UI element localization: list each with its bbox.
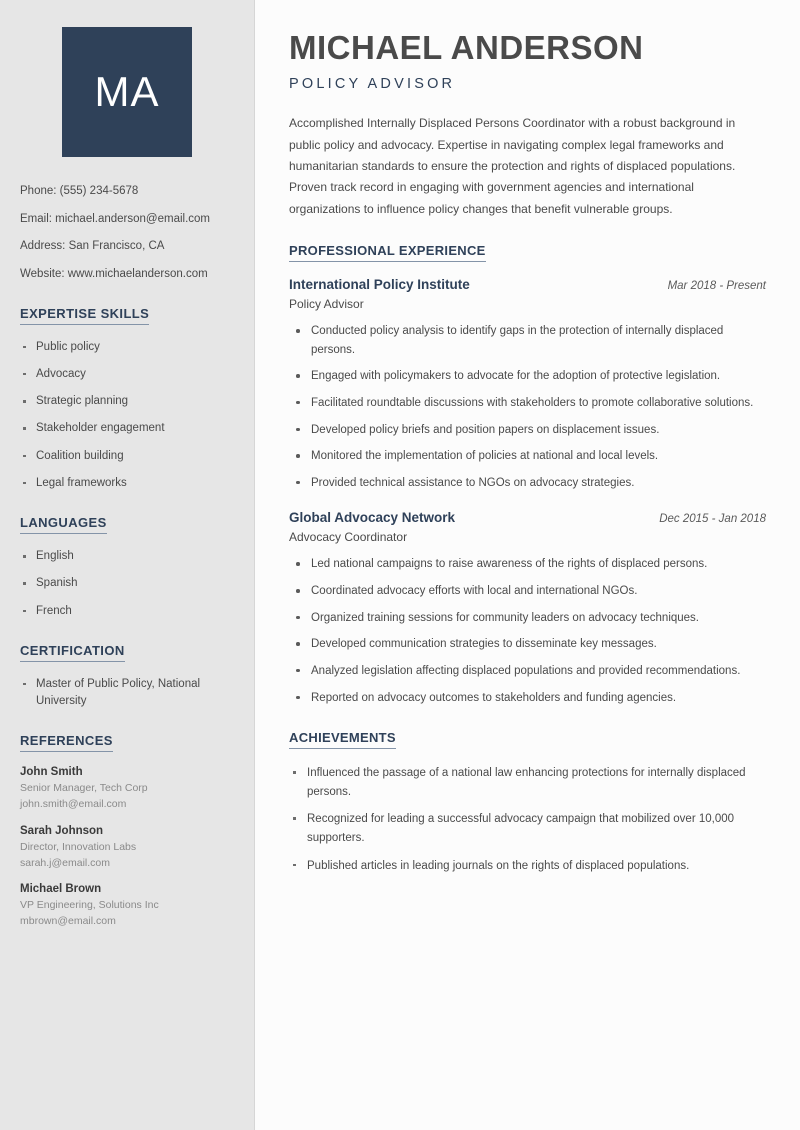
list-item: Strategic planning <box>20 393 234 410</box>
expertise-skills-list <box>20 339 234 493</box>
employment-dates: Dec 2015 - Jan 2018 <box>659 513 766 526</box>
reference-role: Director, Innovation Labs <box>20 840 137 853</box>
experience-entry-header <box>289 510 766 525</box>
contact-address: Address: San Francisco, CA <box>20 240 165 253</box>
achievements-list <box>289 764 766 875</box>
references-heading: REFERENCES <box>20 733 113 752</box>
certification-heading: CERTIFICATION <box>20 643 125 662</box>
avatar-initials: MA <box>94 68 160 115</box>
professional-experience-heading: PROFESSIONAL EXPERIENCE <box>289 243 486 262</box>
section-references <box>20 732 234 928</box>
reference-item <box>20 766 234 811</box>
contact-email: Email: michael.anderson@email.com <box>20 212 210 225</box>
list-item: Master of Public Policy, National University <box>20 676 234 711</box>
list-item: Provided technical assistance to NGOs on advocacy strategies. <box>289 474 766 493</box>
responsibility-list <box>289 555 766 707</box>
reference-name: John Smith <box>20 766 83 779</box>
list-item: Spanish <box>20 575 234 592</box>
list-item: Conducted policy analysis to identify gaps in the protection of internally displaced persons. <box>289 322 766 359</box>
reference-email: sarah.j@email.com <box>20 856 111 869</box>
list-item: Coordinated advocacy efforts with local and international NGOs. <box>289 582 766 601</box>
experience-entry <box>289 277 766 492</box>
languages-heading: LANGUAGES <box>20 515 107 534</box>
list-item: English <box>20 548 234 565</box>
section-achievements <box>289 729 766 875</box>
list-item: Developed policy briefs and position papers on displacement issues. <box>289 421 766 440</box>
reference-role: VP Engineering, Solutions Inc <box>20 899 159 912</box>
professional-title: POLICY ADVISOR <box>289 76 456 93</box>
avatar <box>62 27 192 157</box>
company-name: Global Advocacy Network <box>289 510 456 526</box>
reference-item <box>20 883 234 928</box>
section-professional-experience <box>289 242 766 707</box>
list-item: Developed communication strategies to disseminate key messages. <box>289 635 766 654</box>
list-item: Facilitated roundtable discussions with stakeholders to promote collaborative solutions. <box>289 394 766 413</box>
professional-summary: Accomplished Internally Displaced Persons Coordinator with a robust background in public policy and advocacy. Expertise in navigating complex legal frameworks and humanitarian standards to ensure the protection and rights of displaced populations. Proven track record in engaging with government agencies and international organizations to influence policy changes that benefit vulnerable groups. <box>289 116 736 216</box>
list-item: Coalition building <box>20 448 234 465</box>
achievements-heading: ACHIEVEMENTS <box>289 730 396 749</box>
responsibility-list <box>289 322 766 492</box>
reference-name: Michael Brown <box>20 883 102 896</box>
reference-email: john.smith@email.com <box>20 798 127 811</box>
list-item: Influenced the passage of a national law enhancing protections for internally displaced persons. <box>289 764 766 801</box>
list-item: Reported on advocacy outcomes to stakeholders and funding agencies. <box>289 689 766 708</box>
languages-list <box>20 548 234 620</box>
list-item: Engaged with policymakers to advocate for the adoption of protective legislation. <box>289 367 766 386</box>
job-position: Advocacy Coordinator <box>289 530 408 545</box>
list-item: Stakeholder engagement <box>20 420 234 437</box>
contact-website: Website: www.michaelanderson.com <box>20 268 208 281</box>
list-item: Legal frameworks <box>20 475 234 492</box>
list-item: Led national campaigns to raise awareness of the rights of displaced persons. <box>289 555 766 574</box>
reference-role: Senior Manager, Tech Corp <box>20 782 148 795</box>
employment-dates: Mar 2018 - Present <box>667 280 766 293</box>
list-item: French <box>20 603 234 620</box>
reference-email: mbrown@email.com <box>20 914 116 927</box>
section-certification <box>20 642 234 711</box>
list-item: Recognized for leading a successful advocacy campaign that mobilized over 10,000 supporters. <box>289 810 766 847</box>
page-title: MICHAEL ANDERSON <box>289 29 644 66</box>
list-item: Public policy <box>20 339 234 356</box>
company-name: International Policy Institute <box>289 277 470 293</box>
section-expertise-skills <box>20 305 234 493</box>
list-item: Advocacy <box>20 366 234 383</box>
job-position: Policy Advisor <box>289 297 364 312</box>
list-item: Analyzed legislation affecting displaced populations and provided recommendations. <box>289 662 766 681</box>
reference-name: Sarah Johnson <box>20 824 104 837</box>
list-item: Published articles in leading journals on the rights of displaced populations. <box>289 857 766 876</box>
section-languages <box>20 514 234 620</box>
experience-entry <box>289 510 766 707</box>
contact-info <box>20 183 234 283</box>
list-item: Organized training sessions for community leaders on advocacy techniques. <box>289 609 766 628</box>
list-item: Monitored the implementation of policies at national and local levels. <box>289 447 766 466</box>
expertise-skills-heading: EXPERTISE SKILLS <box>20 306 149 325</box>
certification-list <box>20 676 234 711</box>
sidebar <box>0 0 255 1130</box>
experience-entry-header <box>289 277 766 292</box>
contact-phone: Phone: (555) 234-5678 <box>20 185 139 197</box>
reference-item <box>20 825 234 870</box>
main-content <box>255 0 800 1130</box>
